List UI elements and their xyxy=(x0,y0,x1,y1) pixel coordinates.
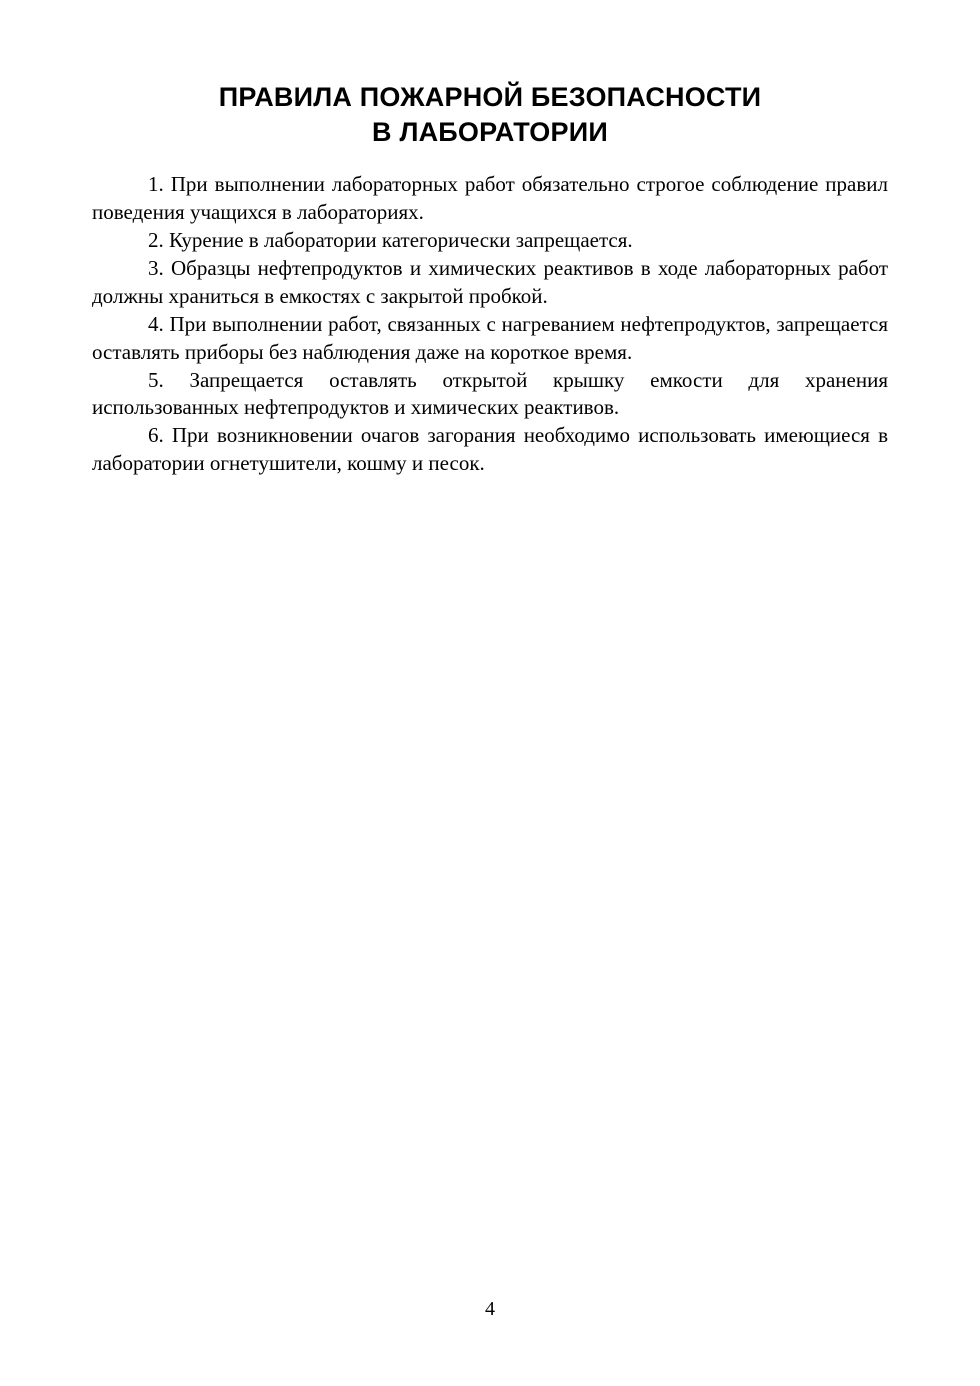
rule-item-6: 6. При возникновении очагов загорания необходимо использовать имеющиеся в лаборатории огнетушители, кошму и песок. xyxy=(92,423,888,476)
page-number: 4 xyxy=(485,1298,495,1320)
page-content xyxy=(92,80,888,478)
rules-list xyxy=(92,171,888,478)
page-title-line-2: В ЛАБОРАТОРИИ xyxy=(372,116,608,147)
rule-item-3: 3. Образцы нефтепродуктов и химических реактивов в ходе лабораторных работ должны храниться в емкостях с закрытой пробкой. xyxy=(92,255,888,308)
page-title-line-1: ПРАВИЛА ПОЖАРНОЙ БЕЗОПАСНОСТИ xyxy=(218,82,762,112)
rule-item-2: 2. Курение в лаборатории категорически запрещается. xyxy=(148,227,633,252)
page-title xyxy=(92,80,888,149)
rule-item-4: 4. При выполнении работ, связанных с нагреванием нефтепродуктов, запрещается оставлять приборы без наблюдения даже на короткое время. xyxy=(92,311,888,364)
rule-item-1: 1. При выполнении лабораторных работ обязательно строгое соблюдение правил поведения учащихся в лабораториях. xyxy=(92,172,888,225)
rule-item-5: 5. Запрещается оставлять открытой крышку емкости для хранения использованных нефтепродуктов и химических реактивов. xyxy=(92,367,888,420)
